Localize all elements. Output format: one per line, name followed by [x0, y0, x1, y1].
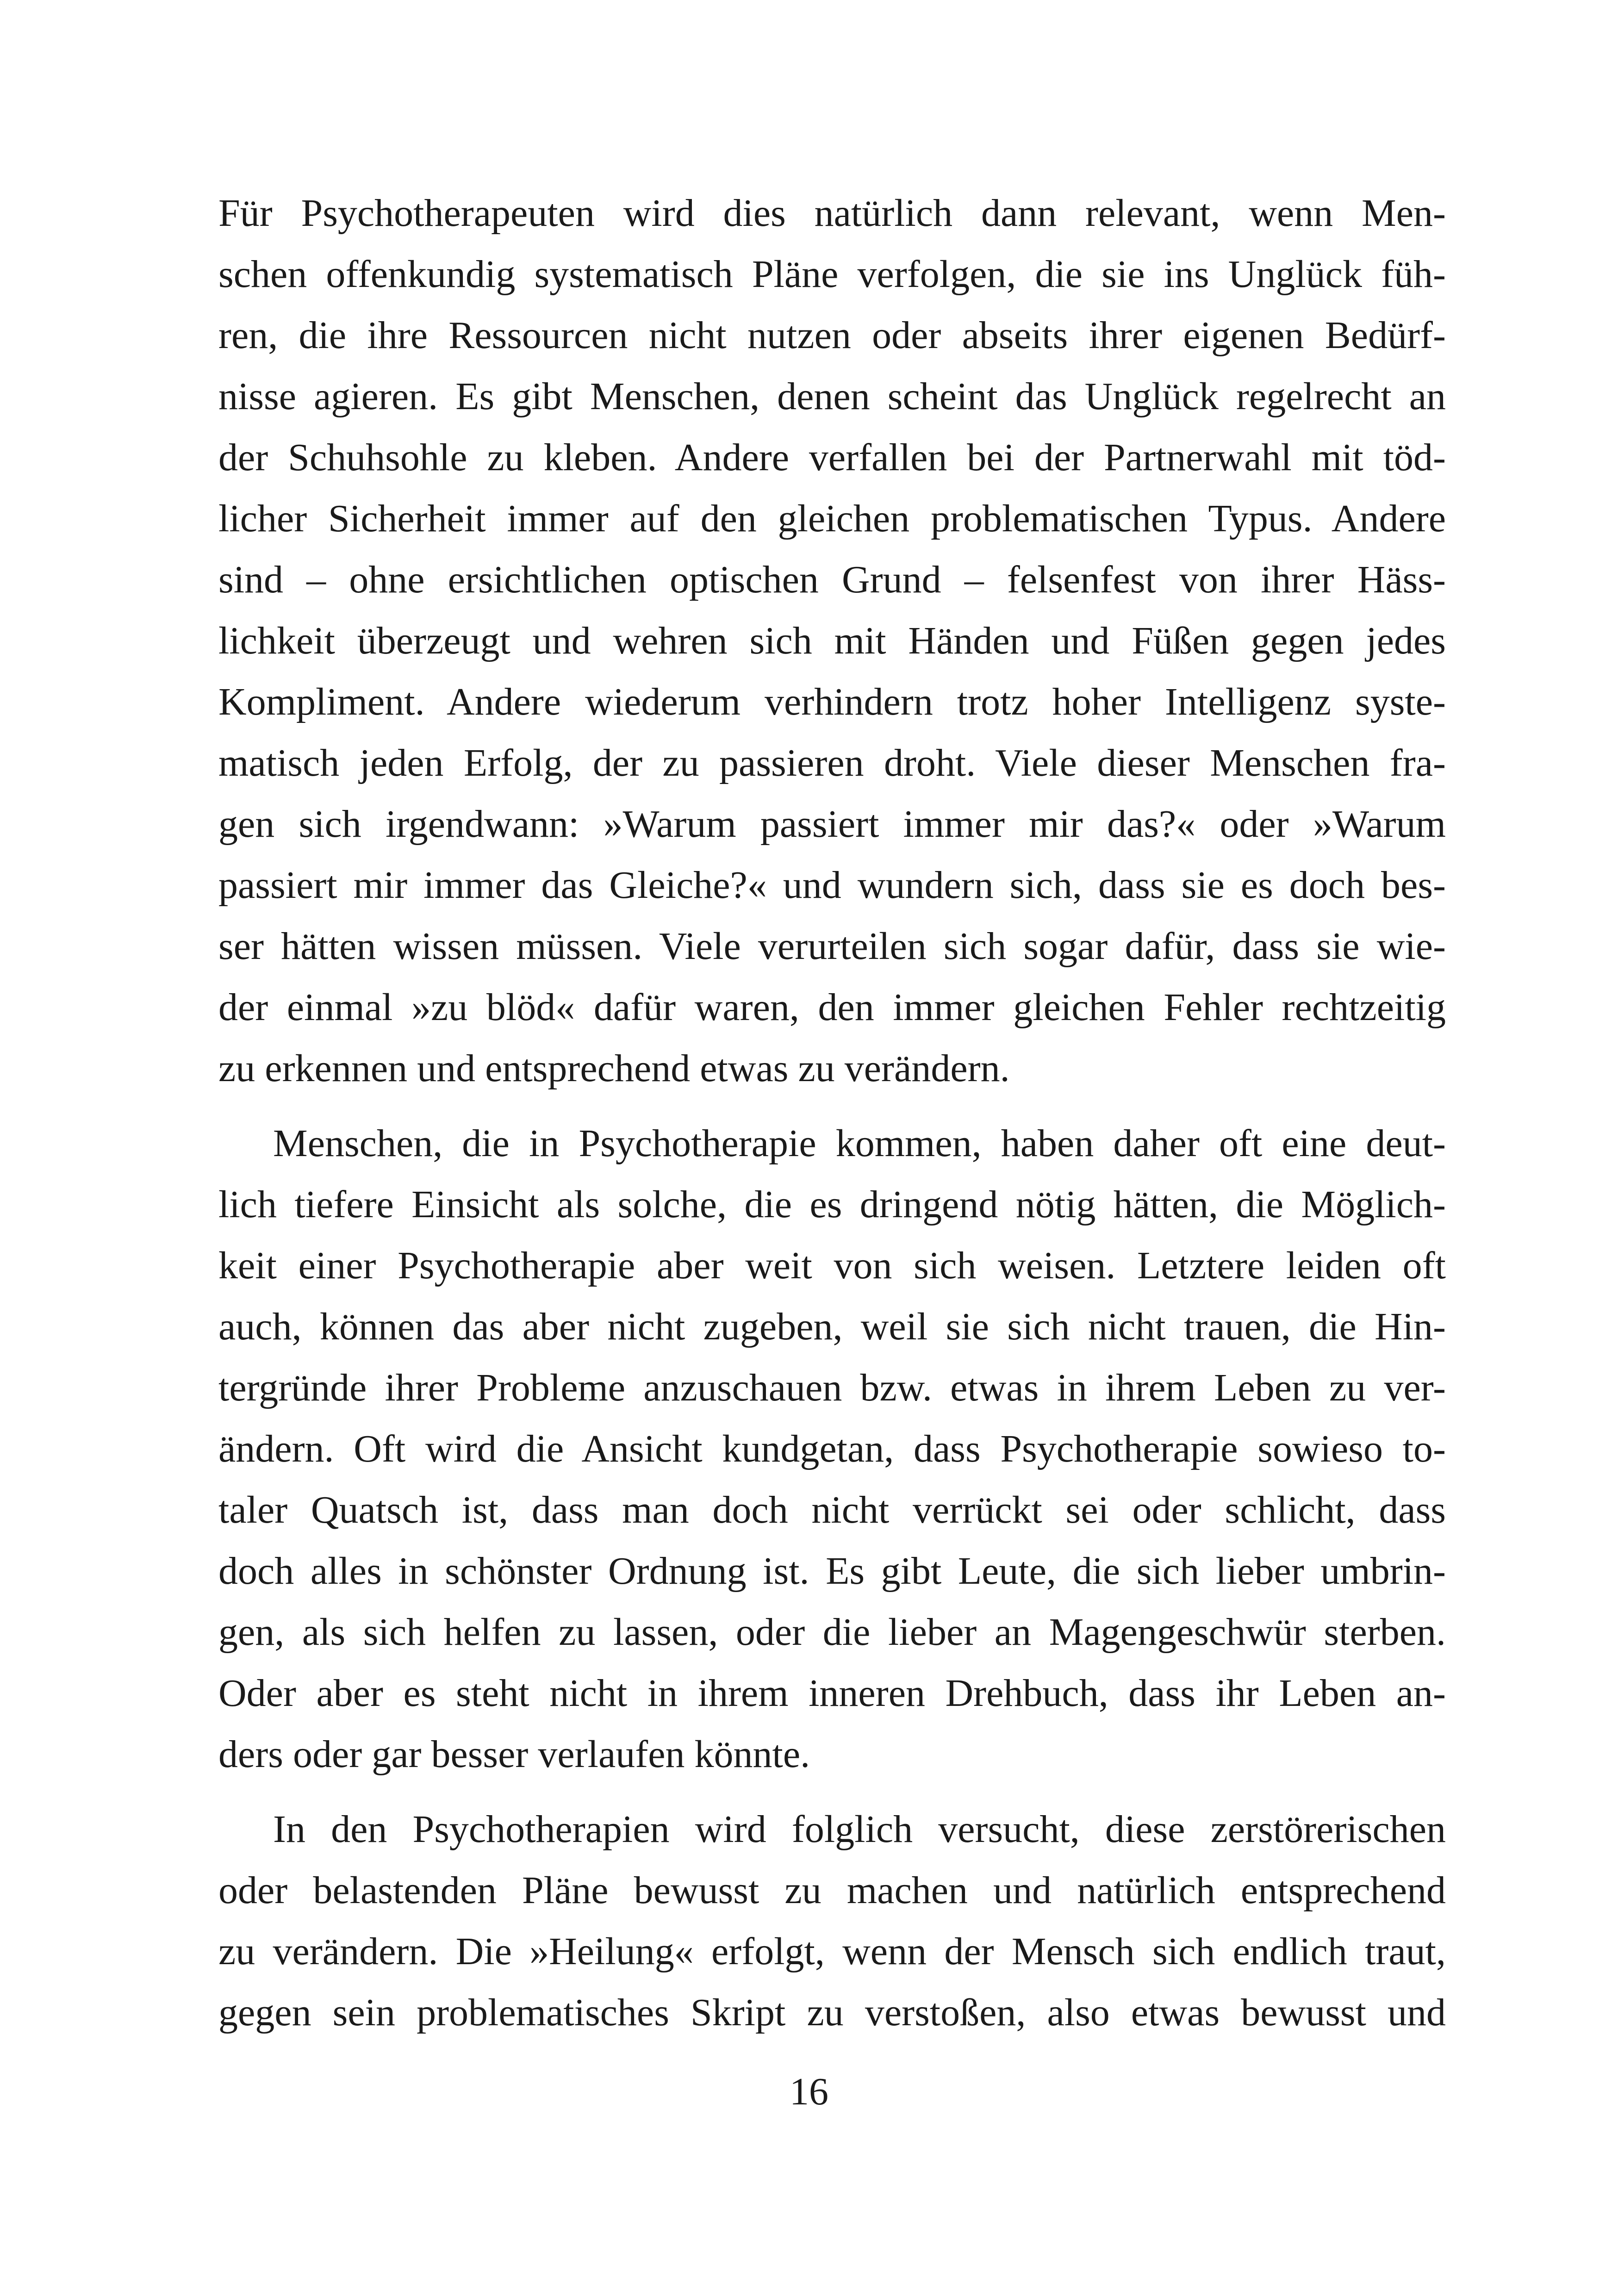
text-line: ders oder gar besser verlaufen könnte.	[218, 1733, 810, 1776]
text-line: gegen sein problematisches Skript zu verstoßen, also etwas bewusst und	[218, 1991, 1446, 2034]
body-text	[218, 183, 1446, 2043]
text-line: matisch jeden Erfolg, der zu passieren droht. Viele dieser Menschen fra-	[218, 741, 1446, 784]
text-line: passiert mir immer das Gleiche?« und wundern sich, dass sie es doch bes-	[218, 864, 1446, 907]
text-line: lich tiefere Einsicht als solche, die es dringend nötig hätten, die Möglich-	[218, 1183, 1446, 1226]
text-line: sind – ohne ersichtlichen optischen Grund – felsenfest von ihrer Häss-	[218, 558, 1446, 601]
text-line: licher Sicherheit immer auf den gleichen problematischen Typus. Andere	[218, 497, 1446, 540]
text-line: ändern. Oft wird die Ansicht kundgetan, dass Psychotherapie sowieso to-	[218, 1427, 1446, 1470]
text-line: Oder aber es steht nicht in ihrem inneren Drehbuch, dass ihr Leben an-	[218, 1672, 1446, 1715]
text-line: zu verändern. Die »Heilung« erfolgt, wenn der Mensch sich endlich traut,	[218, 1930, 1446, 1973]
text-line: taler Quatsch ist, dass man doch nicht verrückt sei oder schlicht, dass	[218, 1488, 1446, 1531]
text-line: der Schuhsohle zu kleben. Andere verfallen bei der Partnerwahl mit töd-	[218, 436, 1446, 479]
text-line: schen offenkundig systematisch Pläne verfolgen, die sie ins Unglück füh-	[218, 253, 1446, 296]
paragraph-3	[218, 1799, 1446, 2043]
text-line: nisse agieren. Es gibt Menschen, denen scheint das Unglück regelrecht an	[218, 375, 1446, 418]
text-line: ren, die ihre Ressourcen nicht nutzen oder abseits ihrer eigenen Bedürf-	[218, 314, 1446, 357]
text-line: tergründe ihrer Probleme anzuschauen bzw. etwas in ihrem Leben zu ver-	[218, 1366, 1446, 1409]
text-line: der einmal »zu blöd« dafür waren, den immer gleichen Fehler rechtzeitig	[218, 986, 1446, 1029]
text-line: gen sich irgendwann: »Warum passiert immer mir das?« oder »Warum	[218, 803, 1446, 846]
text-line: gen, als sich helfen zu lassen, oder die lieber an Magengeschwür sterben.	[218, 1611, 1446, 1654]
text-line: auch, können das aber nicht zugeben, weil sie sich nicht trauen, die Hin-	[218, 1305, 1446, 1348]
paragraph-2	[218, 1113, 1446, 1785]
page-number: 16	[790, 2070, 828, 2113]
paragraph-spacer	[218, 1785, 1446, 1799]
text-line: In den Psychotherapien wird folglich versucht, diese zerstörerischen	[273, 1808, 1446, 1851]
text-line: Menschen, die in Psychotherapie kommen, haben daher oft eine deut-	[273, 1122, 1446, 1165]
text-line: Kompliment. Andere wiederum verhindern trotz hoher Intelligenz syste-	[218, 680, 1446, 723]
text-line: ser hätten wissen müssen. Viele verurteilen sich sogar dafür, dass sie wie-	[218, 925, 1446, 968]
text-line: doch alles in schönster Ordnung ist. Es gibt Leute, die sich lieber umbrin-	[218, 1549, 1446, 1593]
text-line: lichkeit überzeugt und wehren sich mit Händen und Füßen gegen jedes	[218, 619, 1446, 662]
paragraph-spacer	[218, 1099, 1446, 1113]
text-line: keit einer Psychotherapie aber weit von sich weisen. Letztere leiden oft	[218, 1244, 1446, 1287]
text-line: zu erkennen und entsprechend etwas zu verändern.	[218, 1047, 1010, 1090]
text-line: Für Psychotherapeuten wird dies natürlich dann relevant, wenn Men-	[218, 192, 1446, 235]
paragraph-1	[218, 183, 1446, 1099]
text-line: oder belastenden Pläne bewusst zu machen und natürlich entsprechend	[218, 1869, 1446, 1912]
